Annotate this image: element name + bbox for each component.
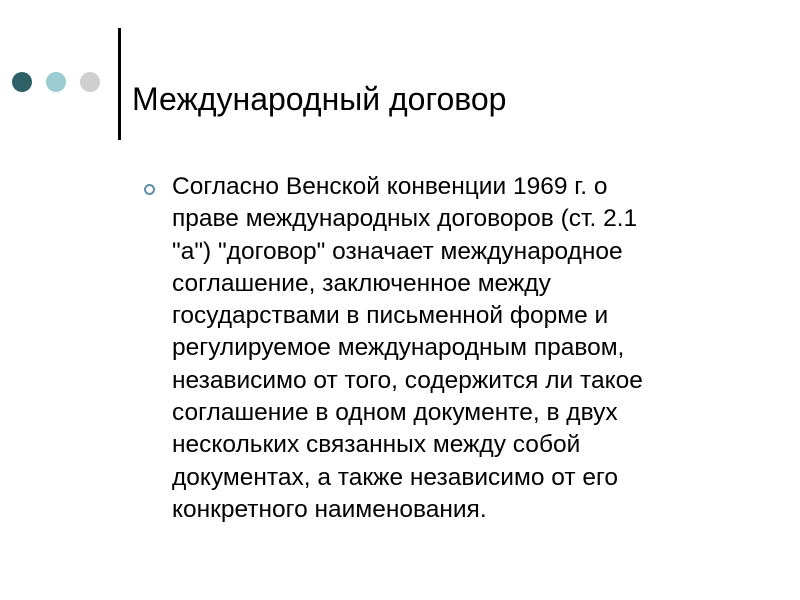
bullet-ring-icon	[144, 184, 155, 195]
slide-title: Международный договор	[132, 81, 507, 117]
decor-dot-light	[46, 72, 66, 92]
title-divider-line	[118, 28, 121, 140]
decor-dot-dark	[12, 72, 32, 92]
decor-dot-gray	[80, 72, 100, 92]
slide-body-text: Согласно Венской конвенции 1969 г. о праве международных договоров (ст. 2.1 "a") "договор" означает международное соглашение, заключенное между государствами в письменной форме и регулируемое международным правом, независимо от того, содержится ли такое соглашение в одном документе, в двух нескольких связанных между собой документах, а также независимо от его конкретного наименования.	[172, 173, 643, 523]
